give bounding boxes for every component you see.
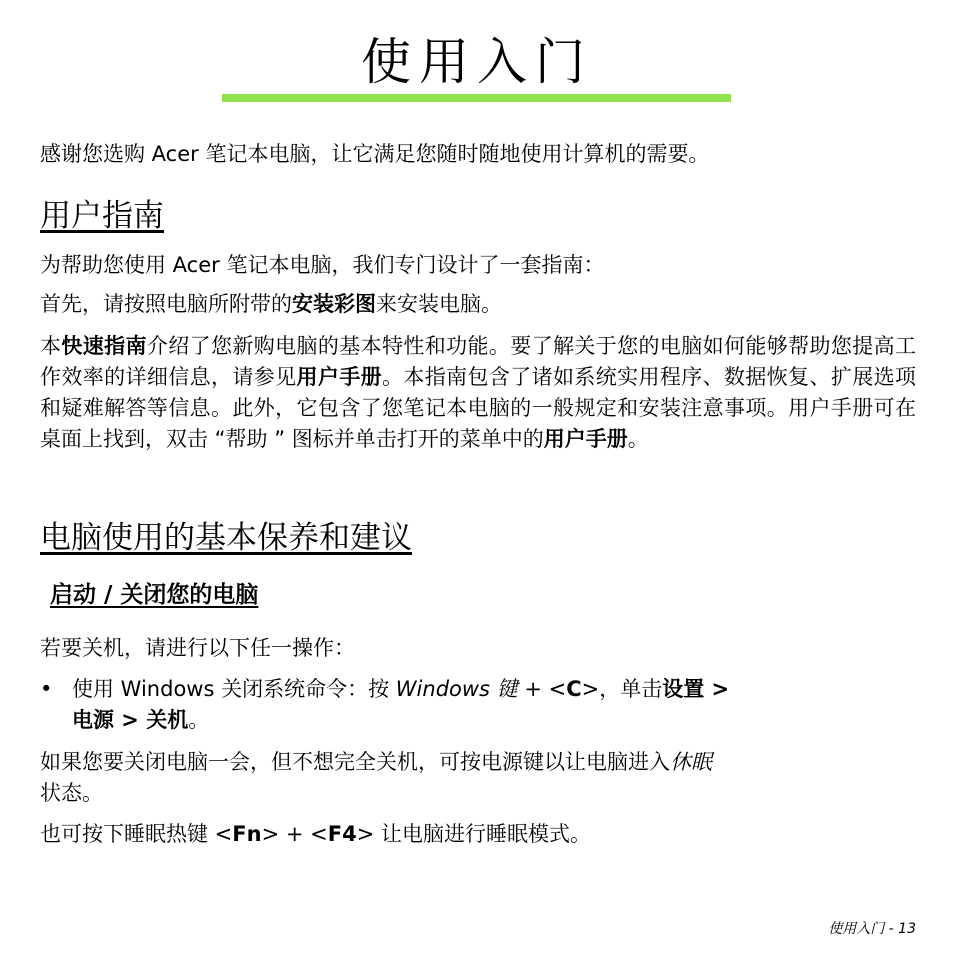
setup-poster-ref: 安装彩图 [292,292,376,316]
bullet-text-a: 使用 Windows 关闭系统命令：按 [72,677,396,701]
settings-ref: 设置 > [662,677,730,701]
c-key-ref: C [566,677,582,701]
sleep-text-e: > 让电脑进行睡眠模式。 [356,822,591,846]
sleep-text-a: 也可按下睡眠热键 < [40,822,233,846]
guide-para-text-c: 介绍了您新购电脑的基本特性和功能。要了解关于您的电脑如何能够帮助您提高工作效率的详细信息，请参见 [40,334,916,389]
guide-line-2 [40,289,916,320]
f4-key-ref: F4 [327,822,357,846]
bullet-text-h: 。 [188,708,210,732]
hibernate-text-a: 如果您要关闭电脑一会，但不想完全关机，可按电源键以让电脑进入 [40,750,670,774]
power-shutdown-ref: 电源 > 关机 [72,708,189,732]
page-title: 使用入门 [361,33,593,91]
section-heading-user-guide: 用户指南 [40,198,164,234]
sleep-text-c: > + < [261,822,328,846]
hibernate-text-c: 状态。 [40,781,103,805]
guide-line-1: 为帮助您使用 Acer 笔记本电脑，我们专门设计了一套指南： [40,253,605,277]
bullet-marker: • [40,677,53,701]
sleep-text [40,819,916,850]
guide-line-2-text-c: 来安装电脑。 [376,292,502,316]
quick-guide-ref: 快速指南 [61,334,147,358]
user-manual-ref: 用户手册 [296,365,382,389]
page-footer: 使用入门 - 13 [828,921,916,937]
bullet-item-shutdown [72,674,872,736]
guide-para-text-e: 。本指南包含了诸如系统实用程序、数据恢复、扩展选项和疑难解答等信息。此外，它包含了您笔记本电脑的一般规定和安装注意事项。用户手册可在桌面上找到，双击 “帮助 ” 图标并单击打开的菜单中的 [40,365,916,451]
section-heading-care: 电脑使用的基本保养和建议 [40,520,412,556]
fn-key-ref: Fn [232,822,262,846]
guide-line-2-text-a: 首先，请按照电脑所附带的 [40,292,292,316]
guide-paragraph [40,331,916,455]
user-manual-ref-2: 用户手册 [543,427,628,451]
guide-para-text-g: 。 [627,427,649,451]
bullet-text-c: + < [517,677,567,701]
shutdown-intro: 若要关机，请进行以下任一操作： [40,636,355,660]
title-underline-bar [222,94,731,102]
subheading-power: 启动 / 关闭您的电脑 [50,582,259,608]
hibernate-ref: 休眠 [670,750,712,774]
guide-para-text-a: 本 [40,334,62,358]
intro-text: 感谢您选购 Acer 笔记本电脑，让它满足您随时随地使用计算机的需要。 [40,142,710,166]
windows-key-ref: Windows 键 [395,677,518,701]
hibernate-text [40,747,900,809]
bullet-text-e: >，单击 [581,677,663,701]
